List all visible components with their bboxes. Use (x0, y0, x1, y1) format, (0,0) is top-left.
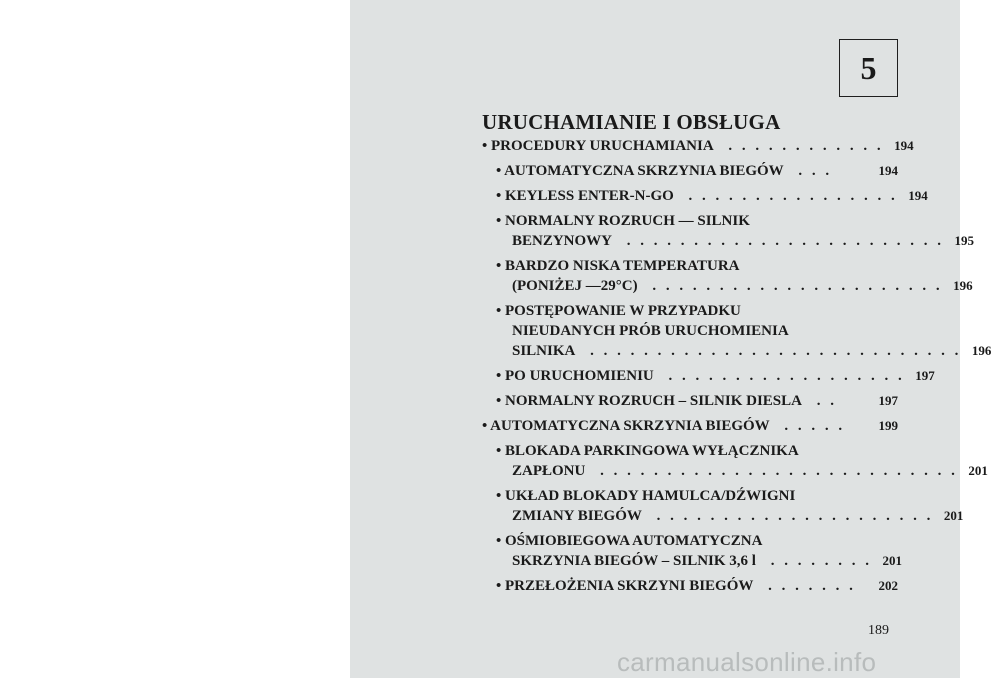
toc-page-number: 194 (908, 188, 928, 203)
toc-entry[interactable] (482, 576, 898, 596)
toc-entry[interactable] (482, 366, 935, 386)
toc-entry-line (496, 231, 944, 251)
toc-title: URUCHAMIANIE I OBSŁUGA (482, 110, 781, 134)
table-of-contents (482, 136, 991, 596)
toc-entry-label: ZMIANY BIEGÓW (512, 508, 642, 524)
toc-entry-label: BENZYNOWY (512, 233, 613, 249)
toc-entry-line: • UKŁAD BLOKADY HAMULCA/DŹWIGNI (496, 488, 796, 504)
toc-entry[interactable] (482, 301, 991, 361)
toc-leader-dots: . . . . . . . . . . . . . . . . . . . . . . (645, 278, 943, 294)
toc-page-number: 201 (968, 463, 988, 478)
toc-entry-line: NIEUDANYCH PRÓB URUCHOMIENIA (512, 323, 789, 339)
toc-page-number: 196 (971, 343, 991, 358)
toc-page-number: 202 (878, 578, 898, 593)
toc-entry-text (496, 576, 868, 596)
toc-leader-dots: . . . . . (777, 418, 846, 434)
toc-leader-dots: . . . (791, 163, 833, 179)
toc-entry-line (482, 416, 868, 436)
toc-entry-line (496, 461, 958, 481)
toc-entry-line: • BARDZO NISKA TEMPERATURA (496, 258, 740, 274)
toc-entry-label: • PO URUCHOMIENIU (496, 368, 654, 384)
toc-leader-dots: . . . . . . . . (763, 553, 872, 569)
toc-entry-line (482, 136, 884, 156)
toc-entry-line (496, 391, 868, 411)
toc-entry-line (496, 186, 898, 206)
toc-entry-label: • AUTOMATYCZNA SKRZYNIA BIEGÓW (496, 163, 784, 179)
toc-entry-line: • BLOKADA PARKINGOWA WYŁĄCZNIKA (496, 443, 799, 459)
toc-leader-dots: . . (809, 393, 837, 409)
toc-entry-text (496, 161, 868, 181)
toc-entry-line (496, 506, 933, 526)
toc-entry-label: • NORMALNY ROZRUCH – SILNIK DIESLA (496, 393, 802, 409)
toc-page-number: 194 (894, 138, 914, 153)
toc-entry-label: • KEYLESS ENTER-N-GO (496, 188, 674, 204)
toc-entry-label: SKRZYNIA BIEGÓW – SILNIK 3,6 l (512, 553, 756, 569)
toc-leader-dots: . . . . . . . . . . . . . . . . . . (661, 368, 905, 384)
toc-leader-dots: . . . . . . . . . . . . (721, 138, 884, 154)
toc-entry-line (496, 576, 868, 596)
toc-entry-text (496, 531, 872, 571)
toc-entry[interactable] (482, 136, 914, 156)
watermark: carmanualsonline.info (617, 647, 877, 677)
toc-entry-label: (PONIŻEJ —29°C) (512, 278, 638, 294)
toc-entry-label: • PROCEDURY URUCHAMIANIA (482, 138, 714, 154)
toc-entry[interactable] (482, 256, 973, 296)
toc-leader-dots: . . . . . . . . . . . . . . . . . . . . . . . . (620, 233, 945, 249)
toc-entry-line: • POSTĘPOWANIE W PRZYPADKU (496, 303, 741, 319)
left-blank-page (0, 0, 350, 678)
toc-page-number: 197 (915, 368, 935, 383)
toc-entry-label: • AUTOMATYCZNA SKRZYNIA BIEGÓW (482, 418, 770, 434)
toc-leader-dots: . . . . . . . (761, 578, 856, 594)
toc-page-number: 197 (878, 393, 898, 408)
toc-entry[interactable] (482, 161, 898, 181)
toc-entry-text (496, 301, 961, 361)
toc-entry-label: ZAPŁONU (512, 463, 586, 479)
toc-entry-text (482, 136, 884, 156)
toc-entry-line: • NORMALNY ROZRUCH — SILNIK (496, 213, 750, 229)
toc-entry-label: • PRZEŁOŻENIA SKRZYNI BIEGÓW (496, 578, 754, 594)
toc-entry-line (496, 276, 943, 296)
toc-entry-line (496, 161, 868, 181)
toc-entry-line (496, 341, 961, 361)
toc-entry[interactable] (482, 391, 898, 411)
toc-entry-text (496, 256, 943, 296)
toc-leader-dots: . . . . . . . . . . . . . . . . . . . . . (649, 508, 934, 524)
toc-entry-line (496, 551, 872, 571)
toc-entry-line (496, 366, 905, 386)
toc-leader-dots: . . . . . . . . . . . . . . . . . . . . . . . . . . . . (583, 343, 962, 359)
toc-entry-label: SILNIKA (512, 343, 576, 359)
page-number: 189 (868, 623, 889, 638)
toc-entry-text (482, 416, 868, 436)
toc-page-number: 195 (954, 233, 975, 248)
toc-entry-text (496, 486, 933, 526)
toc-entry-text (496, 441, 958, 481)
toc-page-number: 199 (878, 418, 898, 433)
toc-entry-text (496, 391, 868, 411)
toc-entry-text (496, 211, 944, 251)
toc-entry-text (496, 186, 898, 206)
toc-page-number: 201 (882, 553, 902, 568)
toc-page-number: 201 (943, 508, 964, 523)
toc-entry[interactable] (482, 441, 988, 481)
toc-page-number: 196 (953, 278, 973, 293)
toc-leader-dots: . . . . . . . . . . . . . . . . (681, 188, 898, 204)
toc-entry[interactable] (482, 186, 928, 206)
chapter-number: 5 (860, 49, 877, 86)
toc-entry[interactable] (482, 211, 975, 251)
toc-page-number: 194 (878, 163, 898, 178)
toc-entry[interactable] (482, 416, 898, 436)
chapter-number-box (839, 39, 898, 97)
toc-entry[interactable] (482, 531, 902, 571)
toc-entry-text (496, 366, 905, 386)
toc-entry[interactable] (482, 486, 964, 526)
toc-entry-line: • OŚMIOBIEGOWA AUTOMATYCZNA (496, 533, 763, 549)
toc-leader-dots: . . . . . . . . . . . . . . . . . . . . . . . . . . . (593, 463, 958, 479)
